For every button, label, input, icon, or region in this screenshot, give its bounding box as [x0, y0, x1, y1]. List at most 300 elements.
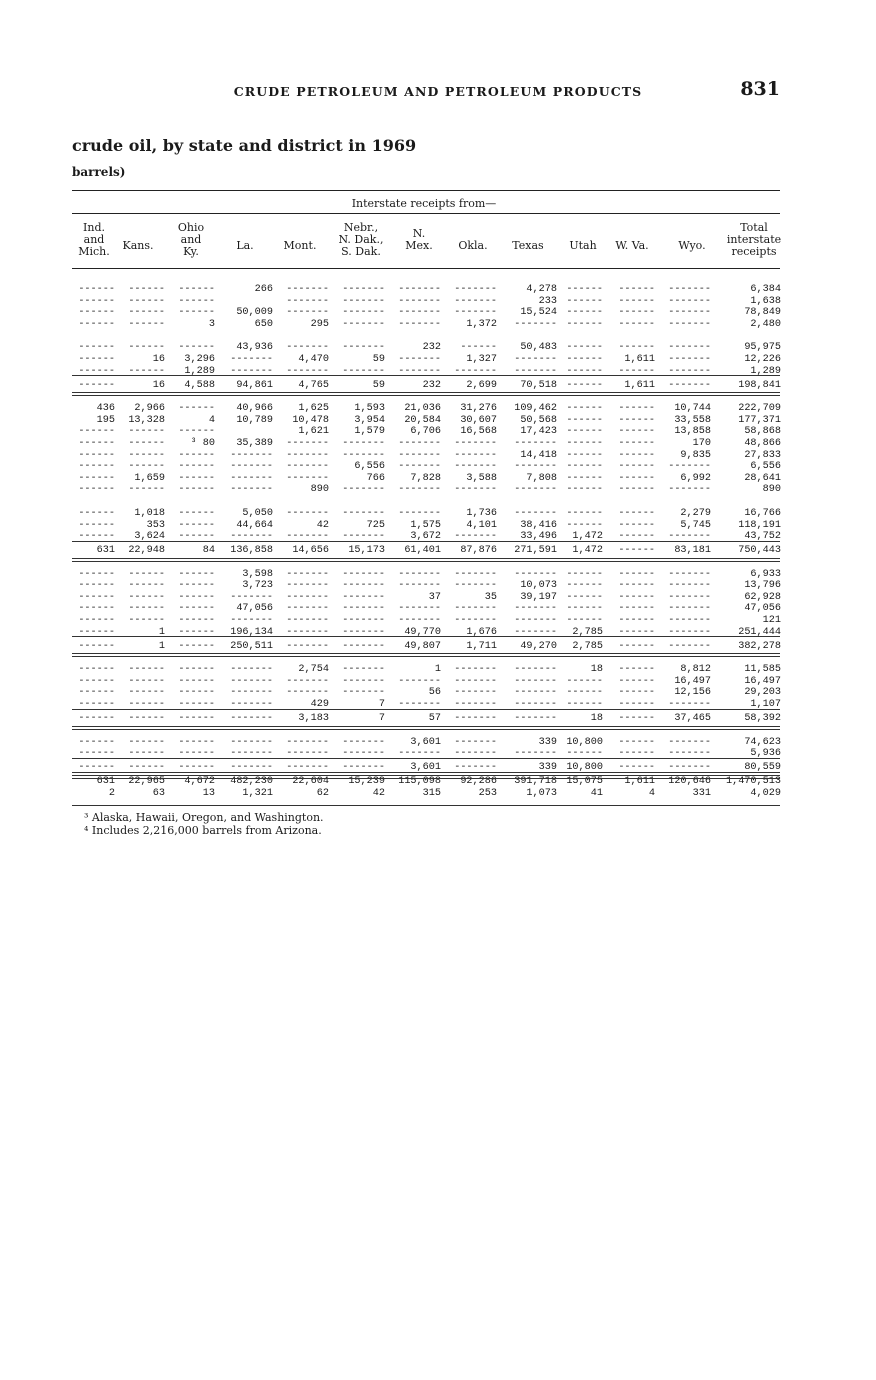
- table-cell: 10,478: [292, 414, 329, 426]
- table-cell: 725: [366, 519, 385, 531]
- table-cell: -------: [514, 318, 557, 330]
- table-cell: ------: [178, 736, 215, 748]
- table-cell: -------: [454, 687, 497, 699]
- table-cell: -------: [668, 568, 711, 580]
- table-cell: -------: [668, 461, 711, 473]
- table-cell: 38,416: [520, 519, 557, 531]
- table-cell: 2: [108, 787, 115, 799]
- table-cell: 1,107: [750, 699, 781, 711]
- table-cell: 57: [428, 713, 441, 725]
- table-cell: 7,808: [526, 472, 557, 484]
- table-cell: 13: [202, 787, 215, 799]
- table-cell: -------: [398, 603, 441, 615]
- table-cell: 3,954: [354, 414, 385, 426]
- table-cell: -------: [230, 484, 273, 496]
- data-table: [70, 284, 782, 799]
- table-cell: ------: [128, 342, 165, 354]
- table-cell: 4,588: [184, 379, 215, 391]
- table-cell: 43,752: [744, 531, 781, 543]
- table-cell: -------: [454, 713, 497, 725]
- table-cell: -------: [230, 472, 273, 484]
- table-cell: -------: [668, 626, 711, 638]
- table-cell: ------: [618, 640, 655, 652]
- table-cell: 198,841: [738, 379, 781, 391]
- table-cell: ------: [128, 437, 165, 449]
- table-cell: 1,289: [184, 365, 215, 377]
- table-cell: -------: [286, 615, 329, 627]
- table-cell: -------: [286, 507, 329, 519]
- table-cell: 13,796: [744, 580, 781, 592]
- table-cell: ------: [78, 675, 115, 687]
- table-cell: ------: [78, 640, 115, 652]
- table-cell: 43,936: [236, 342, 273, 354]
- table-cell: ------: [566, 353, 603, 365]
- table-cell: ------: [178, 531, 215, 543]
- table-cell: 16,568: [460, 426, 497, 438]
- table-cell: -------: [514, 461, 557, 473]
- table-cell: ------: [566, 461, 603, 473]
- table-cell: ------: [78, 687, 115, 699]
- table-cell: 33,558: [674, 414, 711, 426]
- table-cell: 5,050: [242, 507, 273, 519]
- total-rule: [72, 772, 780, 776]
- table-cell: -------: [342, 615, 385, 627]
- table-cell: 70,518: [520, 379, 557, 391]
- table-cell: ------: [128, 615, 165, 627]
- table-cell: ------: [618, 545, 655, 557]
- table-cell: 251,444: [738, 626, 781, 638]
- table-cell: -------: [286, 580, 329, 592]
- table-cell: -------: [668, 580, 711, 592]
- table-cell: ------: [618, 484, 655, 496]
- table-cell: ------: [78, 603, 115, 615]
- table-cell: -------: [286, 307, 329, 319]
- table-cell: 1,711: [466, 640, 497, 652]
- table-cell: -------: [514, 437, 557, 449]
- table-cell: ------: [78, 461, 115, 473]
- table-cell: 315: [422, 787, 441, 799]
- table-row: [70, 664, 782, 676]
- table-cell: 10,789: [236, 414, 273, 426]
- table-cell: -------: [514, 664, 557, 676]
- table-cell: 650: [254, 318, 273, 330]
- table-cell: -------: [230, 531, 273, 543]
- table-cell: ------: [566, 675, 603, 687]
- table-cell: -------: [514, 615, 557, 627]
- table-cell: 233: [538, 295, 557, 307]
- table-cell: 1,289: [750, 365, 781, 377]
- table-cell: 30,607: [460, 414, 497, 426]
- table-cell: -------: [514, 568, 557, 580]
- table-row: [70, 615, 782, 627]
- table-cell: ------: [566, 426, 603, 438]
- table-cell: 47,056: [744, 603, 781, 615]
- table-cell: ------: [78, 379, 115, 391]
- table-cell: 4: [208, 414, 215, 426]
- table-cell: ------: [566, 318, 603, 330]
- table-cell: -------: [668, 615, 711, 627]
- table-cell: 6,706: [410, 426, 441, 438]
- table-cell: ------: [566, 284, 603, 295]
- table-cell: ------: [178, 342, 215, 354]
- table-cell: ------: [618, 675, 655, 687]
- table-cell: ------: [178, 484, 215, 496]
- table-cell: 136,858: [230, 545, 273, 557]
- table-cell: -------: [342, 284, 385, 295]
- table-cell: -------: [286, 626, 329, 638]
- table-cell: 1,472: [572, 531, 603, 543]
- table-cell: -------: [398, 461, 441, 473]
- table-cell: ------: [566, 414, 603, 426]
- table-cell: -------: [286, 295, 329, 307]
- table-cell: 2,699: [466, 379, 497, 391]
- table-cell: -------: [454, 284, 497, 295]
- table-cell: -------: [342, 342, 385, 354]
- table-cell: -------: [286, 342, 329, 354]
- table-cell: ------: [178, 603, 215, 615]
- table-cell: 1,073: [526, 787, 557, 799]
- column-header-line: S. Dak.: [341, 245, 381, 258]
- column-header-line: Okla.: [458, 239, 488, 252]
- table-cell: 17,423: [520, 426, 557, 438]
- total-rule: [72, 726, 780, 730]
- table-cell: 1,625: [298, 403, 329, 415]
- table-cell: 295: [310, 318, 329, 330]
- table-cell: ------: [78, 472, 115, 484]
- table-cell: 2,480: [750, 318, 781, 330]
- table-cell: 22,965: [128, 776, 165, 788]
- table-cell: 4,029: [750, 787, 781, 799]
- table-cell: 94,861: [236, 379, 273, 391]
- table-cell: -------: [514, 626, 557, 638]
- table-cell: 232: [422, 342, 441, 354]
- group-spacer: [70, 330, 782, 342]
- table-cell: ------: [128, 713, 165, 725]
- table-cell: ------: [128, 284, 165, 295]
- table-cell: 177,371: [738, 414, 781, 426]
- table-cell: 1: [158, 626, 165, 638]
- total-rule: [72, 392, 780, 396]
- table-cell: -------: [514, 699, 557, 711]
- table-cell: ------: [178, 449, 215, 461]
- table-cell: ------: [128, 687, 165, 699]
- table-cell: ------: [618, 580, 655, 592]
- table-cell: ------: [178, 307, 215, 319]
- table-cell: ------: [78, 426, 115, 438]
- table-cell: -------: [454, 603, 497, 615]
- table-cell: 5,745: [680, 519, 711, 531]
- table-cell: ------: [78, 591, 115, 603]
- table-cell: ------: [566, 519, 603, 531]
- table-cell: 83,181: [674, 545, 711, 557]
- column-header-line: and: [83, 233, 105, 246]
- table-cell: 61,401: [404, 545, 441, 557]
- table-cell: 2,785: [572, 626, 603, 638]
- table-cell: 15,075: [566, 776, 603, 788]
- table-cell: -------: [342, 307, 385, 319]
- subtotal-row: [70, 543, 782, 557]
- table-cell: 31,276: [460, 403, 497, 415]
- column-header-line: Mont.: [283, 239, 317, 252]
- table-row: [70, 403, 782, 415]
- table-cell: -------: [668, 699, 711, 711]
- table-row: [70, 737, 782, 749]
- table-cell: ------: [178, 284, 215, 295]
- table-cell: 1,472: [572, 545, 603, 557]
- table-cell: ------: [618, 403, 655, 415]
- table-cell: 5,936: [750, 748, 781, 760]
- table-cell: 3,183: [298, 713, 329, 725]
- table-cell: -------: [398, 295, 441, 307]
- table-cell: 13,858: [674, 426, 711, 438]
- table-cell: 3: [208, 318, 215, 330]
- table-cell: 10,073: [520, 580, 557, 592]
- table-cell: ------: [128, 664, 165, 676]
- table-cell: -------: [286, 531, 329, 543]
- column-header-line: Texas: [512, 239, 544, 252]
- table-cell: ------: [128, 295, 165, 307]
- table-row: [70, 415, 782, 427]
- table-cell: -------: [398, 748, 441, 760]
- table-row: [70, 473, 782, 485]
- table-cell: ------: [178, 568, 215, 580]
- table-cell: -------: [668, 284, 711, 295]
- table-cell: 436: [96, 403, 115, 415]
- table-cell: 4,101: [466, 519, 497, 531]
- table-cell: 1,579: [354, 426, 385, 438]
- table-cell: 10,800: [566, 762, 603, 774]
- table-cell: -------: [286, 603, 329, 615]
- subtotal-row: [70, 638, 782, 652]
- table-cell: -------: [454, 295, 497, 307]
- table-cell: ------: [178, 426, 215, 438]
- table-cell: -------: [342, 318, 385, 330]
- table-cell: ------: [618, 307, 655, 319]
- table-cell: ------: [128, 580, 165, 592]
- table-cell: 4: [648, 787, 655, 799]
- table-cell: 3,672: [410, 531, 441, 543]
- table-cell: -------: [398, 437, 441, 449]
- table-cell: -------: [514, 365, 557, 377]
- table-cell: 35: [484, 591, 497, 603]
- table-cell: [216, 296, 274, 308]
- table-cell: ------: [566, 307, 603, 319]
- table-cell: 339: [538, 736, 557, 748]
- table-cell: -------: [454, 307, 497, 319]
- table-cell: ------: [566, 507, 603, 519]
- table-cell: -------: [286, 568, 329, 580]
- table-cell: 222,709: [738, 403, 781, 415]
- table-cell: 42: [372, 787, 385, 799]
- table-cell: -------: [668, 318, 711, 330]
- table-cell: -------: [230, 762, 273, 774]
- table-row: [70, 461, 782, 473]
- table-cell: -------: [286, 461, 329, 473]
- table-cell: 16,766: [744, 507, 781, 519]
- table-cell: -------: [454, 568, 497, 580]
- table-cell: -------: [454, 675, 497, 687]
- table-cell: -------: [398, 699, 441, 711]
- table-cell: 15,524: [520, 307, 557, 319]
- table-cell: -------: [230, 615, 273, 627]
- table-cell: ------: [618, 615, 655, 627]
- table-row: [70, 450, 782, 462]
- table-cell: -------: [514, 507, 557, 519]
- table-subtitle: barrels): [72, 165, 126, 179]
- table-cell: 1,372: [466, 318, 497, 330]
- table-row: [70, 484, 782, 496]
- table-cell: ------: [566, 342, 603, 354]
- top-rule: [72, 190, 780, 191]
- table-cell: ------: [618, 603, 655, 615]
- table-cell: ------: [618, 626, 655, 638]
- table-cell: -------: [514, 484, 557, 496]
- table-cell: -------: [668, 640, 711, 652]
- table-row: [70, 676, 782, 688]
- table-cell: 49,770: [404, 626, 441, 638]
- table-cell: 62: [316, 787, 329, 799]
- table-cell: ------: [78, 318, 115, 330]
- table-cell: ------: [618, 284, 655, 295]
- table-cell: -------: [342, 664, 385, 676]
- table-cell: 1,611: [624, 776, 655, 788]
- table-cell: 29,203: [744, 687, 781, 699]
- table-cell: ------: [178, 664, 215, 676]
- table-cell: 4,765: [298, 379, 329, 391]
- table-cell: ------: [618, 507, 655, 519]
- column-header-line: W. Va.: [615, 239, 649, 252]
- table-row: [70, 592, 782, 604]
- table-row: [70, 580, 782, 592]
- table-cell: -------: [342, 762, 385, 774]
- table-cell: ------: [78, 626, 115, 638]
- table-cell: ------: [178, 699, 215, 711]
- table-row: [70, 438, 782, 450]
- table-cell: -------: [398, 568, 441, 580]
- table-cell: -------: [342, 484, 385, 496]
- column-header-line: Mex.: [405, 239, 433, 252]
- table-cell: ------: [618, 461, 655, 473]
- table-cell: ------: [178, 615, 215, 627]
- table-cell: -------: [454, 531, 497, 543]
- table-cell: 40,966: [236, 403, 273, 415]
- table-cell: ------: [178, 687, 215, 699]
- table-cell: -------: [668, 307, 711, 319]
- table-cell: 1,611: [624, 379, 655, 391]
- table-cell: ------: [128, 318, 165, 330]
- table-cell: ------: [78, 353, 115, 365]
- table-cell: 92,286: [460, 776, 497, 788]
- table-cell: ------: [78, 580, 115, 592]
- table-cell: 50,483: [520, 342, 557, 354]
- table-cell: -------: [398, 449, 441, 461]
- table-cell: -------: [286, 640, 329, 652]
- table-cell: 16: [152, 353, 165, 365]
- table-cell: -------: [342, 365, 385, 377]
- table-cell: -------: [230, 736, 273, 748]
- table-cell: ------: [128, 484, 165, 496]
- table-cell: 4,672: [184, 776, 215, 788]
- table-cell: 7: [378, 699, 385, 711]
- table-row: [70, 687, 782, 699]
- table-cell: 1,327: [466, 353, 497, 365]
- table-cell: ------: [78, 615, 115, 627]
- table-cell: 63: [152, 787, 165, 799]
- table-cell: -------: [398, 318, 441, 330]
- table-cell: -------: [342, 591, 385, 603]
- table-cell: ------: [618, 664, 655, 676]
- table-cell: -------: [668, 379, 711, 391]
- table-cell: ------: [566, 365, 603, 377]
- table-cell: ------: [128, 748, 165, 760]
- table-cell: -------: [342, 675, 385, 687]
- table-cell: -------: [668, 591, 711, 603]
- table-cell: 271,591: [514, 545, 557, 557]
- table-cell: 195: [96, 414, 115, 426]
- table-cell: -------: [398, 284, 441, 295]
- column-header-line: La.: [236, 239, 254, 252]
- table-cell: ------: [178, 626, 215, 638]
- table-cell: -------: [454, 736, 497, 748]
- table-cell: ------: [178, 507, 215, 519]
- column-header-line: Ind.: [83, 221, 105, 234]
- table-cell: 14,656: [292, 545, 329, 557]
- table-cell: -------: [668, 748, 711, 760]
- table-cell: ------: [618, 736, 655, 748]
- table-bottom-rule: [72, 805, 780, 806]
- table-cell: 266: [254, 284, 273, 295]
- table-cell: -------: [342, 449, 385, 461]
- table-cell: -------: [342, 736, 385, 748]
- table-cell: 3,624: [134, 531, 165, 543]
- table-cell: -------: [230, 664, 273, 676]
- table-cell: -------: [454, 615, 497, 627]
- table-cell: 6,992: [680, 472, 711, 484]
- table-cell: 1,321: [242, 787, 273, 799]
- table-cell: -------: [454, 484, 497, 496]
- table-cell: -------: [286, 449, 329, 461]
- table-cell: 47,056: [236, 603, 273, 615]
- table-cell: 1,659: [134, 472, 165, 484]
- table-cell: -------: [286, 748, 329, 760]
- table-cell: ------: [78, 762, 115, 774]
- table-cell: 7,828: [410, 472, 441, 484]
- table-cell: -------: [286, 675, 329, 687]
- table-cell: 87,876: [460, 545, 497, 557]
- table-cell: 170: [692, 437, 711, 449]
- table-cell: -------: [230, 461, 273, 473]
- table-cell: -------: [286, 736, 329, 748]
- table-cell: -------: [286, 472, 329, 484]
- table-cell: 631: [96, 545, 115, 557]
- table-cell: ------: [460, 342, 497, 354]
- table-cell: 391,718: [514, 776, 557, 788]
- table-cell: 62,928: [744, 591, 781, 603]
- table-cell: ------: [618, 295, 655, 307]
- table-row: [70, 296, 782, 308]
- table-cell: ------: [618, 472, 655, 484]
- table-cell: 120,646: [668, 776, 711, 788]
- table-cell: 3,598: [242, 568, 273, 580]
- column-header-line: N. Dak.,: [338, 233, 384, 246]
- table-cell: -------: [230, 687, 273, 699]
- table-cell: 109,462: [514, 403, 557, 415]
- table-cell: 196,134: [230, 626, 273, 638]
- table-cell: -------: [342, 437, 385, 449]
- table-cell: 22,604: [292, 776, 329, 788]
- table-cell: ------: [78, 507, 115, 519]
- table-cell: ------: [128, 449, 165, 461]
